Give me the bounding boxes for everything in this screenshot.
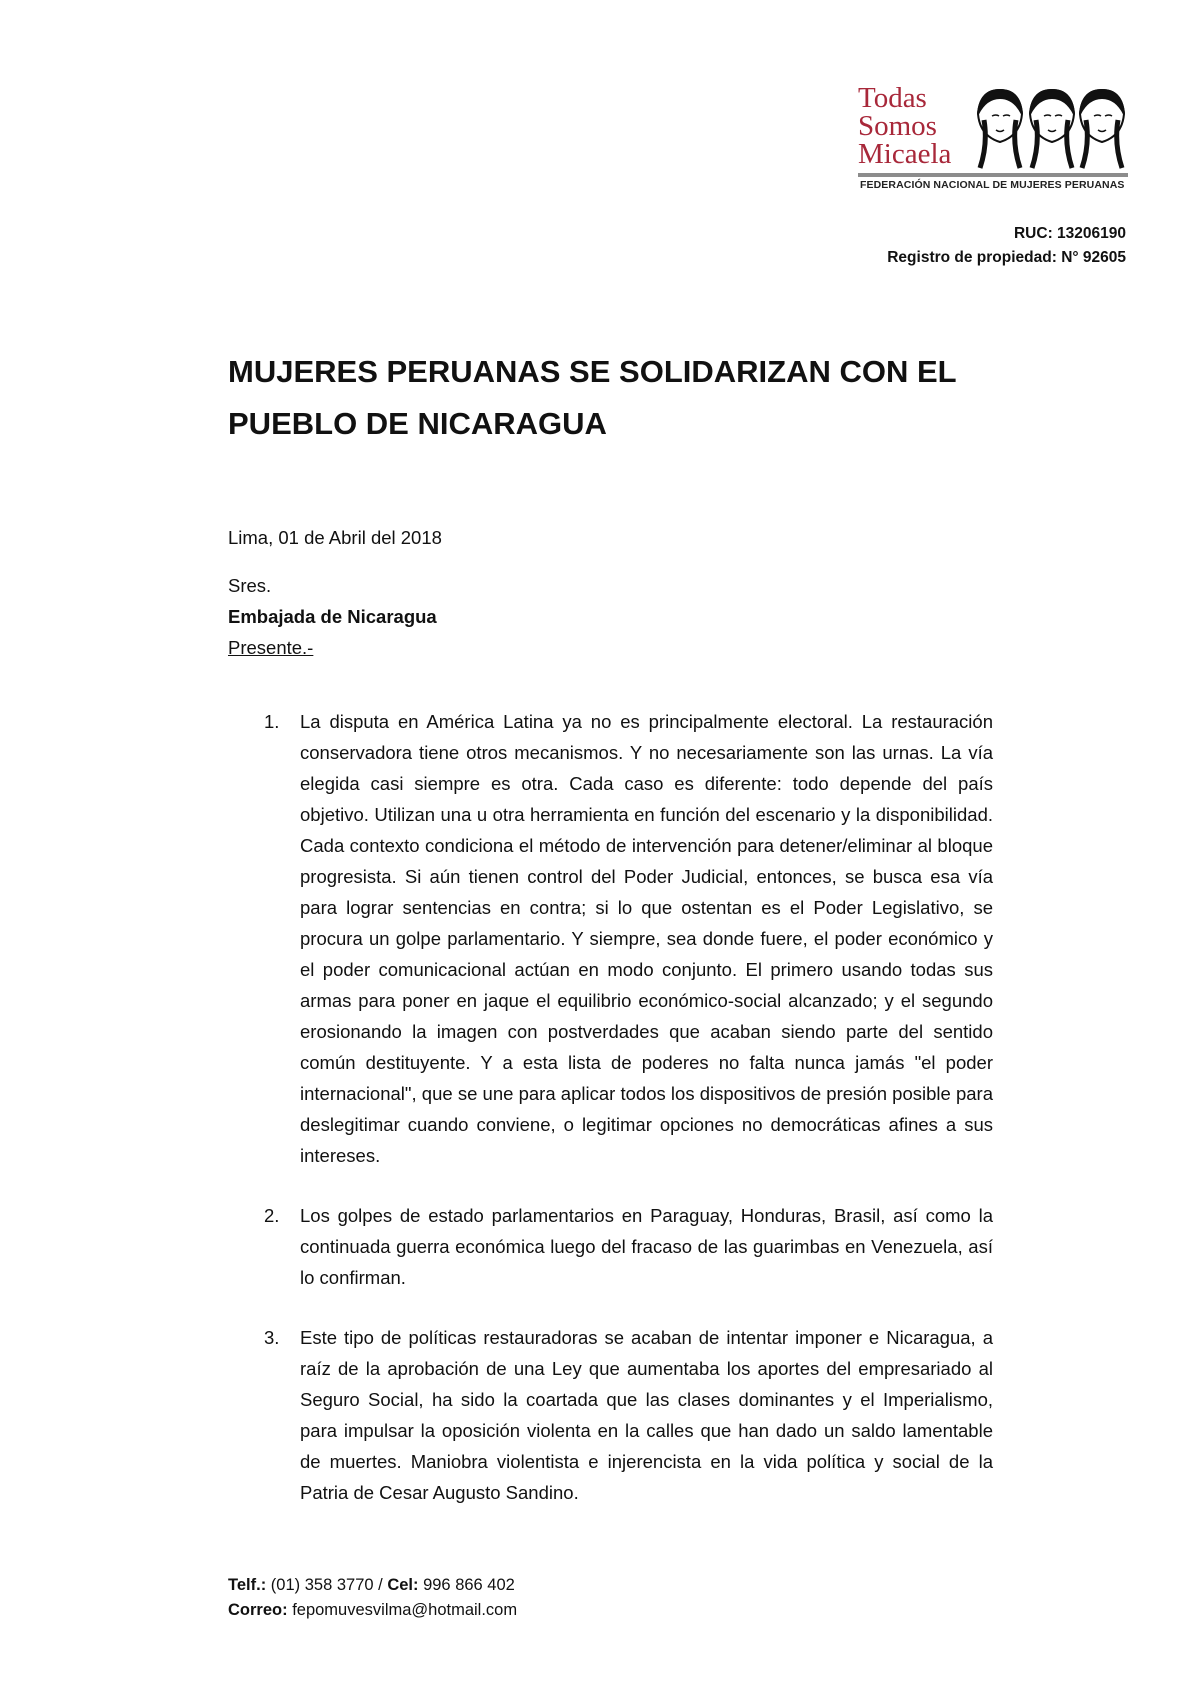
cel-value: 996 866 402 bbox=[423, 1576, 515, 1594]
numbered-list bbox=[228, 706, 993, 1537]
list-item-text: Los golpes de estado parlamentarios en Paraguay, Honduras, Brasil, así como la continuada guerra económica luego del fracaso de las guarimbas en Venezuela, así lo confirman. bbox=[300, 1205, 993, 1288]
list-item-text: Este tipo de políticas restauradoras se acaban de intentar imponer e Nicaragua, a raíz de la aprobación de una Ley que aumentaba los aportes del empresariado al Seguro Social, ha sido la coartada que las clases dominantes y el Imperialismo, para impulsar la oposición violenta en la calles que han dado un saldo lamentable de muertes. Maniobra violentista e injerencista en la vida política y social de la Patria de Cesar Augusto Sandino. bbox=[300, 1327, 993, 1503]
list-item bbox=[228, 706, 993, 1171]
logo-line-2: Somos bbox=[858, 110, 937, 142]
addressee-name: Embajada de Nicaragua bbox=[228, 606, 437, 627]
logo-line-3: Micaela bbox=[858, 138, 952, 170]
email-address[interactable]: fepomuvesvilma@hotmail.com bbox=[292, 1601, 518, 1619]
organization-logo bbox=[858, 84, 1128, 194]
cel-label: Cel: bbox=[387, 1576, 419, 1594]
registration-info bbox=[887, 222, 1126, 270]
list-item-text: La disputa en América Latina ya no es principalmente electoral. La restauración conservadora tiene otros mecanismos. Y no necesariamente son las urnas. La vía elegida casi siempre es otra. Cada caso es diferente: todo depende del país objetivo. Utilizan una u otra herramienta en función del escenario y la disponibilidad. Cada contexto condiciona el método de intervención para detener/eliminar al bloque progresista. Si aún tienen control del Poder Judicial, entonces, se busca esa vía para lograr sentencias en contra; si lo que ostentan es el Poder Legislativo, se procura un golpe parlamentario. Y siempre, sea donde fuere, el poder económico y el poder comunicacional actúan en modo conjunto. El primero usando todas sus armas para poner en jaque el equilibrio económico-social alcanzado; y el segundo erosionando la imagen con postverdades que acaban siendo parte del sentido común destituyente. Y a esta lista de poderes no falta nunca jamás "el poder internacional", que se une para aplicar todos los dispositivos de presión posible para deslegitimar cuando conviene, o legitimar opciones no democráticas afines a sus intereses. bbox=[300, 711, 993, 1166]
email-line bbox=[228, 1598, 517, 1623]
title-line-2: PUEBLO DE NICARAGUA bbox=[228, 406, 607, 441]
presente bbox=[228, 632, 437, 663]
logo-divider bbox=[858, 173, 1128, 177]
telf-value: (01) 358 3770 / bbox=[270, 1576, 383, 1594]
phone-line bbox=[228, 1573, 517, 1598]
list-item-number: 3. bbox=[264, 1327, 280, 1348]
contact-footer bbox=[228, 1573, 517, 1623]
list-item bbox=[228, 1200, 993, 1293]
property-registry: Registro de propiedad: N° 92605 bbox=[887, 249, 1126, 266]
federation-name: FEDERACIÓN NACIONAL DE MUJERES PERUANAS bbox=[860, 179, 1125, 191]
logo-line-1: Todas bbox=[858, 82, 927, 114]
list-item-number: 2. bbox=[264, 1205, 280, 1226]
title-line-1: MUJERES PERUANAS SE SOLIDARIZAN CON EL bbox=[228, 354, 957, 389]
correo-label: Correo: bbox=[228, 1601, 288, 1619]
list-item bbox=[228, 1322, 993, 1508]
document-date: Lima, 01 de Abril del 2018 bbox=[228, 527, 442, 548]
salutation: Sres. bbox=[228, 575, 272, 596]
telf-label: Telf.: bbox=[228, 1576, 267, 1594]
document-title bbox=[228, 346, 1028, 450]
ruc-number: RUC: 13206190 bbox=[1013, 225, 1126, 242]
three-women-faces-icon bbox=[970, 84, 1128, 174]
presente-text: Presente.- bbox=[228, 637, 314, 658]
list-item-number: 1. bbox=[264, 711, 280, 732]
logo-wordmark bbox=[858, 84, 951, 168]
addressee-block bbox=[228, 570, 437, 663]
